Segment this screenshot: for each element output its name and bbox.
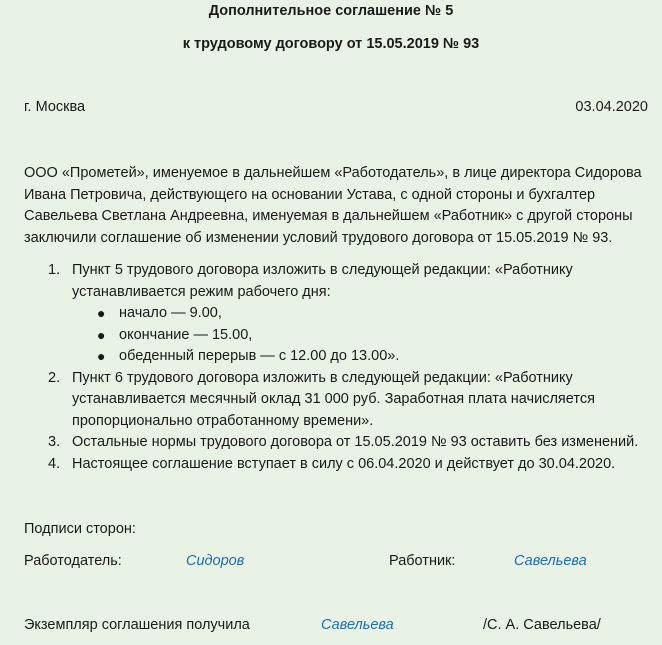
list-item bbox=[24, 368, 649, 433]
bullet-text: окончание — 15.00, bbox=[119, 326, 253, 343]
employer-label: Работодатель: bbox=[24, 553, 122, 569]
bullet-item bbox=[24, 325, 649, 347]
document-place: г. Москва bbox=[24, 99, 86, 115]
bullet-item bbox=[24, 303, 649, 325]
bullet-text: начало — 9.00, bbox=[119, 305, 222, 321]
employee-signature: Савельева bbox=[514, 553, 587, 569]
item-number: 3. bbox=[48, 434, 61, 450]
item-text: Пункт 6 трудового договора изложить в следующей редакции: «Работнику устанавливается месячный оклад 31 000 руб. Заработная плата начисляется пропорционально отработанному времени». bbox=[72, 369, 595, 429]
bullet-list bbox=[72, 303, 649, 368]
document-subtitle: к трудовому договору от 15.05.2019 № 93 bbox=[182, 36, 480, 52]
bullet-icon: ● bbox=[97, 348, 106, 364]
document-date: 03.04.2020 bbox=[575, 99, 648, 115]
agreement-items bbox=[24, 260, 649, 475]
bullet-icon: ● bbox=[97, 326, 106, 343]
bullet-item bbox=[24, 346, 649, 368]
receipt-name: /С. А. Савельева/ bbox=[483, 617, 601, 633]
list-item bbox=[24, 454, 649, 476]
list-item bbox=[24, 432, 649, 454]
list-item bbox=[24, 260, 649, 368]
signatures-header: Подписи сторон: bbox=[24, 521, 136, 537]
receipt-row bbox=[0, 617, 662, 639]
employee-label: Работник: bbox=[389, 553, 456, 569]
item-text: Остальные нормы трудового договора от 15.05.2019 № 93 оставить без изменений. bbox=[72, 434, 639, 450]
item-text: Пункт 5 трудового договора изложить в следующей редакции: «Работнику устанавливается режим рабочего дня: bbox=[72, 262, 573, 300]
employer-signature: Сидоров bbox=[186, 553, 245, 569]
item-number: 2. bbox=[48, 369, 61, 386]
item-number: 1. bbox=[48, 262, 61, 278]
item-text: Настоящее соглашение вступает в силу с 06.04.2020 и действует до 30.04.2020. bbox=[72, 455, 616, 472]
document-title: Дополнительное соглашение № 5 bbox=[208, 3, 454, 19]
receipt-label: Экземпляр соглашения получила bbox=[24, 617, 250, 633]
bullet-icon: ● bbox=[97, 305, 106, 321]
intro-paragraph: ООО «Прометей», именуемое в дальнейшем «Работодатель», в лице директора Сидорова Ивана Петровича, действующего на основании Устава, с одной стороны и бухгалтер Савельева Светлана Андреевна, именуемая в дальнейшем «Работник» с другой стороны заключили соглашение об изменении условий трудового договора от 15.05.2019 № 93. bbox=[24, 165, 642, 246]
signatures-row bbox=[0, 553, 662, 575]
receipt-signature: Савельева bbox=[321, 617, 394, 633]
bullet-text: обеденный перерыв — с 12.00 до 13.00». bbox=[119, 348, 400, 364]
item-number: 4. bbox=[48, 455, 61, 472]
